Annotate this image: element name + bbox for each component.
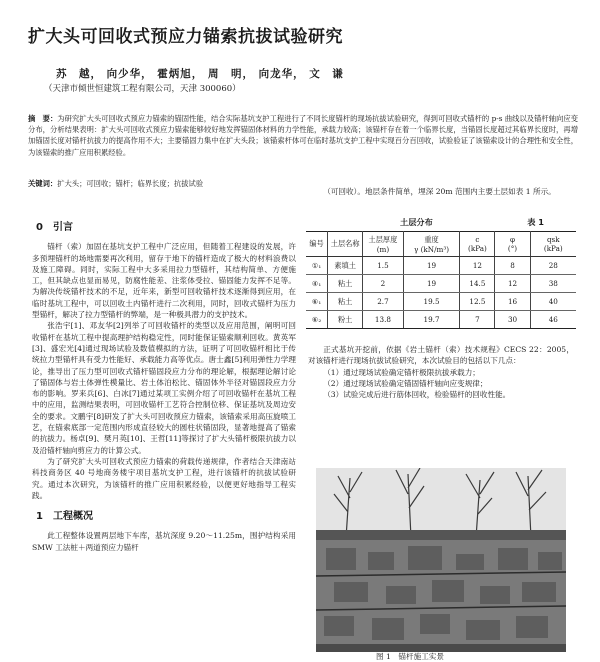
table-cell: ⑥₂ [306,311,328,329]
table-row [306,275,576,293]
table-number: 表 1 [527,217,544,227]
table-cell: 46 [530,311,576,329]
table-cell: 12 [495,275,530,293]
section-heading-project: 1 工程概况 [36,511,93,523]
section-heading-intro: 0 引言 [36,222,73,233]
table-cell: 16 [495,293,530,311]
table-cell: 12.5 [460,293,495,311]
left-column [32,212,296,553]
paper-title: 扩大头可回收式预应力锚索抗拔试验研究 [28,27,343,47]
table-header-cell: c (kPa) [460,232,495,257]
right-column-body [308,344,574,400]
right-column-top [308,186,574,197]
test-purpose-item-3: （3）试验完成后进行筋体回收，检验锚杆的回收性能。 [323,390,511,400]
table-header-cell: 土层名称 [328,232,363,257]
abstract-label: 摘 要： [28,114,58,123]
soil-layer-table [306,231,576,329]
table-header-cell: 土层厚度 (m) [363,232,404,257]
table-cell: 2 [363,275,404,293]
intro-paragraph-2: 张浩宇[1]、邓友华[2]列举了可回收锚杆的类型以及应用范围，阐明可回收锚杆在基坑工程中提高理护结构稳定性，同时能保证锚索顺利回收。黄英军[3]、盛宏光[4]通过现场试验及数值模拟的方法，证明了可回收锚杆相比于传统拉力型锚杆具有受力性能好、承载能力高等优点。唐士鑫[5]利用弹性力学理论，推导出了压力型可回收式锚杆锚固段应力分布的理论解，根据理论解讨论了锚固体与岩土体弹性模量比、岩土体泊松比、锚固体外半径对锚固段应力分布的影响。罗来兵[6]、白冰[7]通过某项工实例介绍了可回收锚杆在基坑工程中的应用，监测结果表明，可回收锚杆工艺符合控制位移、保证基坑及周边安全的要求。文鹏宇[8]研发了扩大头可回收预应力锚索，该锚索采用高压旋喷工艺，在锚索底部一定范围内形成直径较大的圆柱状锚固段，显著地提高了锚索的抗拔力。杨卓[9]、樊月英[10]、王哲[11]等探讨了扩大头锚杆极限抗拔力以及沿锚杆轴向剪应力的计算公式。 [32,321,296,455]
abstract [28,113,578,158]
table-cell: 19.5 [403,293,460,311]
table-cell: 1.5 [363,257,404,275]
table-cell: 14.5 [460,275,495,293]
table-cell: 12 [460,257,495,275]
intro-paragraph-1: 锚杆（索）加固在基坑支护工程中广泛应用，但随着工程建设的发展，许多预埋锚杆的场地需要再次利用，留存于地下的锚杆造成了极大的材料浪费以及施工障碍。同时，实际工程中大多采用拉力型锚杆，其结构简单、方便施工，但其缺点也显而易见，防腐性能差、注浆体受拉、锚固能力发挥不足等。为解决传统锚杆技术的不足，近年来，新型可回收锚杆技术逐渐得到应用，在临时基坑工程中，可以回收土内锚杆进行二次利用，同时，回收式锚杆为压力型锚杆，解决了拉力型锚杆的弊端，是一种极具潜力的支护技术。 [32,242,296,320]
abstract-text: 为研究扩大头可回收式预应力锚索的锚固性能，结合实际基坑支护工程进行了不同长度锚杆的现场抗拔试验研究，得到可回收式锚杆的 p-s 曲线以及锚杆轴向应变分布，分析结果表明：扩大头可回收式预应力锚索能够较好地发挥锚固体材料的力学性能，承载力较高；该锚杆存在着一个临界长度，当锚固长度超过其临界长度时，再增加锚固长度对锚杆抗拔力的提高作用不大；主要锚固力集中在扩大头段；该锚索杆体可在临时基坑支护工程中实现百分百回收，试验验证了该锚索设计的合理性和安全性，为该锚索的推广应用积累经验。 [28,114,579,157]
table-cell: 40 [530,293,576,311]
table-header-cell: φ (°) [495,232,530,257]
table-cell: ①₁ [306,257,328,275]
table-header-cell: qsk (kPa) [530,232,576,257]
table-cell: 13.8 [363,311,404,329]
table-header-row [306,232,576,257]
table-cell: 2.7 [363,293,404,311]
test-purpose-item-1: （1）通过现场试验确定锚杆极限抗拔承载力； [323,367,480,377]
table-cell: 38 [530,275,576,293]
table-cell: 19.7 [403,311,460,329]
construction-photo-drawing [316,468,566,652]
table-row [306,311,576,329]
intro-paragraph-3: 为了研究扩大头可回收式预应力锚索的荷载传递规律，作者结合天津南站科技商务区 40 号地商务楼宇项目基坑支护工程，进行该锚杆的抗拔试验研究。通过本次研究，为该锚杆的推广应用积累经验，以便更好地指导工程实践。 [32,456,296,500]
table-cell: 粉土 [328,311,363,329]
table-cell: 28 [530,257,576,275]
test-purpose-paragraph: 正式基坑开挖前，依据《岩土锚杆（索）技术规程》CECS 22：2005，对该锚杆进行现场抗拔试验研究，本次试验目的包括以下几点： [308,345,574,366]
anchor-construction-photo [316,468,566,652]
table-header-cell: 重度 γ (kN/m³) [403,232,460,257]
soil-intro-text: （可回收）。地层条件简单，埋深 20m 范围内主要土层如表 1 所示。 [323,187,556,196]
table-cell: 19 [403,275,460,293]
table-row [306,293,576,311]
authors: 苏 越， 向少华， 霍炳旭， 周 明， 向龙华， 文 谦 [56,68,344,80]
table-cell: 19 [403,257,460,275]
table-cell: 30 [495,311,530,329]
table-row [306,257,576,275]
table-header-cell: 编号 [306,232,328,257]
table-cell: ⑥₁ [306,293,328,311]
keywords-label: 关键词： [28,179,58,188]
table-cell: 素填土 [328,257,363,275]
table-cell: ④₁ [306,275,328,293]
project-paragraph: 此工程整体设置两层地下车库，基坑深度 9.20～11.25m，围护结构采用 SMW 工法桩＋两道预应力锚杆 [32,531,296,552]
affiliation: （天津市倾世恒建筑工程有限公司，天津 300060） [44,84,241,94]
figure-caption: 图 1 锚杆施工实景 [376,652,444,661]
table-caption-title: 土层分布 [400,217,433,227]
test-purpose-item-2: （2）通过现场试验确定锚固锚杆轴向应变规律； [323,378,488,388]
table-cell: 8 [495,257,530,275]
table-cell: 粘土 [328,275,363,293]
keywords-text: 扩大头；可回收；锚杆；临界长度；抗拔试验 [57,179,204,188]
table-cell: 7 [460,311,495,329]
table-cell: 粘土 [328,293,363,311]
